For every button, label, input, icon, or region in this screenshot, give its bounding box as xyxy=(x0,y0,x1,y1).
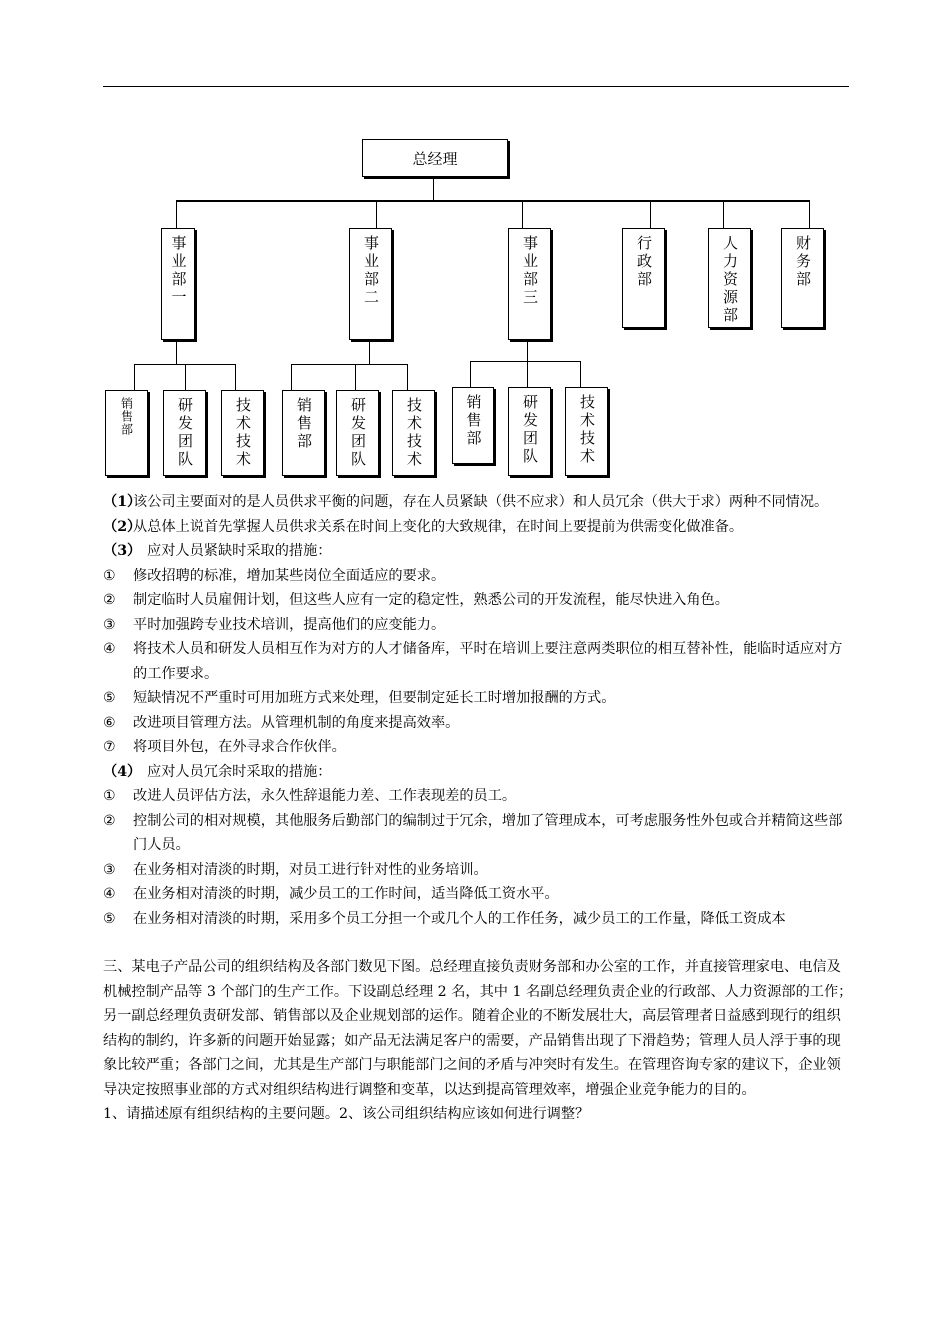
list-item xyxy=(103,809,853,858)
item-text: 改进项目管理方法。从管理机制的角度来提高效率。 xyxy=(133,714,460,731)
sub-label: 技术技术 xyxy=(234,397,252,469)
function-label: 财务部 xyxy=(794,235,812,289)
list-item xyxy=(103,735,853,760)
drop-line xyxy=(580,361,581,387)
point-number: （3） xyxy=(103,543,142,559)
function-label: 人力资源部 xyxy=(721,235,739,325)
list-item xyxy=(103,686,853,711)
drop-line xyxy=(291,364,292,390)
item-text: 制定临时人员雇佣计划，但这些人应有一定的稳定性，熟悉公司的开发流程，能尽快进入角色。 xyxy=(133,592,729,608)
item-text: 在业务相对清淡的时期，减少员工的工作时间，适当降低工资水平。 xyxy=(133,886,559,902)
sub-label: 研发团队 xyxy=(176,397,194,469)
item-mark: ⑥ xyxy=(103,714,116,731)
sub-box-g1-sales xyxy=(105,390,148,476)
list-item xyxy=(103,637,853,686)
division-label: 事业部一 xyxy=(169,235,188,307)
sub-horizontal-3 xyxy=(470,361,581,362)
list-item xyxy=(103,588,853,613)
item-text: 改进人员评估方法，永久性辞退能力差、工作表现差的员工。 xyxy=(133,788,517,804)
item-mark: ④ xyxy=(103,886,116,902)
ceo-connector xyxy=(433,177,434,201)
point-text: 应对人员紧缺时采取的措施： xyxy=(147,543,332,559)
function-box-hr xyxy=(708,228,751,328)
item-text: 短缺情况不严重时可用加班方式来处理，但要制定延长工时增加报酬的方式。 xyxy=(133,690,616,706)
drop-line xyxy=(809,201,810,228)
drop-line xyxy=(650,201,651,228)
sub-box-g3-sales xyxy=(452,387,494,464)
item-mark: ② xyxy=(103,592,116,608)
function-box-finance xyxy=(781,228,824,328)
answer-point-1 xyxy=(103,490,853,515)
list-item xyxy=(103,882,853,907)
item-mark: ⑤ xyxy=(103,690,116,706)
function-box-admin xyxy=(622,228,665,328)
division-box-3 xyxy=(508,228,551,340)
item-text: 修改招聘的标准，增加某些岗位全面适应的要求。 xyxy=(133,567,446,584)
sub-label: 销售部 xyxy=(295,397,313,451)
org-chart xyxy=(0,0,950,490)
sub-box-g1-tech xyxy=(221,390,264,476)
drop-line xyxy=(235,364,236,390)
item-mark: ⑦ xyxy=(103,739,116,755)
item-mark: ⑤ xyxy=(103,910,116,927)
function-label: 行政部 xyxy=(635,235,653,289)
division-label: 事业部二 xyxy=(362,235,380,307)
sub-box-g2-rd xyxy=(336,390,379,476)
item-text: 在业务相对清淡的时期，采用多个员工分担一个或几个人的工作任务，减少员工的工作量，降低工资成本 xyxy=(133,910,786,927)
drop-line xyxy=(407,364,408,390)
item-text: 在业务相对清淡的时期，对员工进行针对性的业务培训。 xyxy=(133,861,488,878)
sub-box-g2-sales xyxy=(282,390,325,476)
sub-horizontal-2 xyxy=(291,364,408,365)
item-mark: ③ xyxy=(103,861,116,878)
sub-label: 销售部 xyxy=(119,397,134,436)
point-text: 从总体上说首先掌握人员供求关系在时间上变化的大致规律，在时间上要提前为供需变化做准备。 xyxy=(133,518,744,535)
ceo-label: 总经理 xyxy=(412,149,458,168)
item-mark: ① xyxy=(103,567,116,584)
drop-line xyxy=(376,201,377,228)
case-questions: 1、请描述原有组织结构的主要问题。2、该公司组织结构应该如何进行调整？ xyxy=(103,1106,590,1122)
point-text: 应对人员冗余时采取的措施： xyxy=(147,763,332,780)
sub-box-g2-tech xyxy=(392,390,435,476)
division-label: 事业部三 xyxy=(521,235,539,307)
sub-box-g3-tech xyxy=(565,387,608,476)
sub-label: 技术技术 xyxy=(578,394,596,466)
answer-point-2 xyxy=(103,515,853,540)
item-text: 将项目外包，在外寻求合作伙伴。 xyxy=(133,739,346,755)
item-text: 平时加强跨专业技术培训，提高他们的应变能力。 xyxy=(133,616,446,633)
sub-label: 研发团队 xyxy=(349,397,367,469)
drop-line xyxy=(470,361,471,387)
list-item xyxy=(103,858,853,883)
drop-line xyxy=(185,364,186,390)
sub-label: 技术技术 xyxy=(405,397,423,469)
list-item xyxy=(103,564,853,589)
point-text: 该公司主要面对的是人员供求平衡的问题，存在人员紧缺（供不应求）和人员冗余（供大于求）两种不同情况。 xyxy=(133,494,829,510)
drop-line xyxy=(723,201,724,228)
division-drop-1 xyxy=(176,340,177,365)
drop-line xyxy=(527,361,528,387)
list-item xyxy=(103,907,853,932)
drop-line xyxy=(355,364,356,390)
answer-point-4 xyxy=(103,760,853,785)
list-item xyxy=(103,711,853,736)
item-text: 控制公司的相对规模，其他服务后勤部门的编制过于冗余，增加了管理成本，可考虑服务性外包或合并精简这些部门人员。 xyxy=(133,812,843,853)
division-drop-3 xyxy=(527,340,528,362)
list-item xyxy=(103,613,853,638)
answer-point-3 xyxy=(103,539,853,564)
point-number: （1） xyxy=(103,494,142,510)
item-text: 将技术人员和研发人员相互作为对方的人才储备库，平时在培训上要注意两类职位的相互替补性，能临时适应对方的工作要求。 xyxy=(133,641,843,682)
drop-line xyxy=(176,201,177,228)
sub-box-g1-rd xyxy=(163,390,206,476)
item-mark: ④ xyxy=(103,641,116,657)
spacer xyxy=(103,931,853,955)
drop-line xyxy=(522,201,523,228)
main-horizontal-line xyxy=(176,200,810,202)
division-drop-2 xyxy=(369,340,370,365)
point-number: （4） xyxy=(103,763,142,780)
item-mark: ② xyxy=(103,812,116,829)
ceo-box xyxy=(362,139,508,177)
item-mark: ① xyxy=(103,788,116,804)
division-box-1 xyxy=(161,228,195,340)
answer-text xyxy=(103,490,853,1127)
point-number: （2） xyxy=(103,518,142,535)
sub-box-g3-rd xyxy=(508,387,551,476)
drop-line xyxy=(134,364,135,390)
case-paragraph: 三、某电子产品公司的组织结构及各部门数见下图。总经理直接负责财务部和办公室的工作，并直接管理家电、电信及机械控制产品等 3 个部门的生产工作。下设副总经理 2 名，其中 1 名副总经理负责企业的行政部、人力资源部的工作；另一副总经理负责研发部、销售部以及企业规划部的运作。随着企业的不断发展壮大，高层管理者日益感到现行的组织结构的制约，许多新的问题开始显露；如产品无法满足客户的需要，产品销售出现了下滑趋势；管理人员人浮于事的现象比较严重；各部门之间，尤其是生产部门与职能部门之间的矛盾与冲突时有发生。在管理咨询专家的建议下，企业领导决定按照事业部的方式对组织结构进行调整和变革，以达到提高管理效率，增强企业竞争能力的目的。 xyxy=(103,959,853,1098)
sub-label: 研发团队 xyxy=(521,394,539,466)
list-item xyxy=(103,784,853,809)
item-mark: ③ xyxy=(103,616,116,633)
division-box-2 xyxy=(349,228,392,340)
sub-label: 销售部 xyxy=(464,394,483,448)
